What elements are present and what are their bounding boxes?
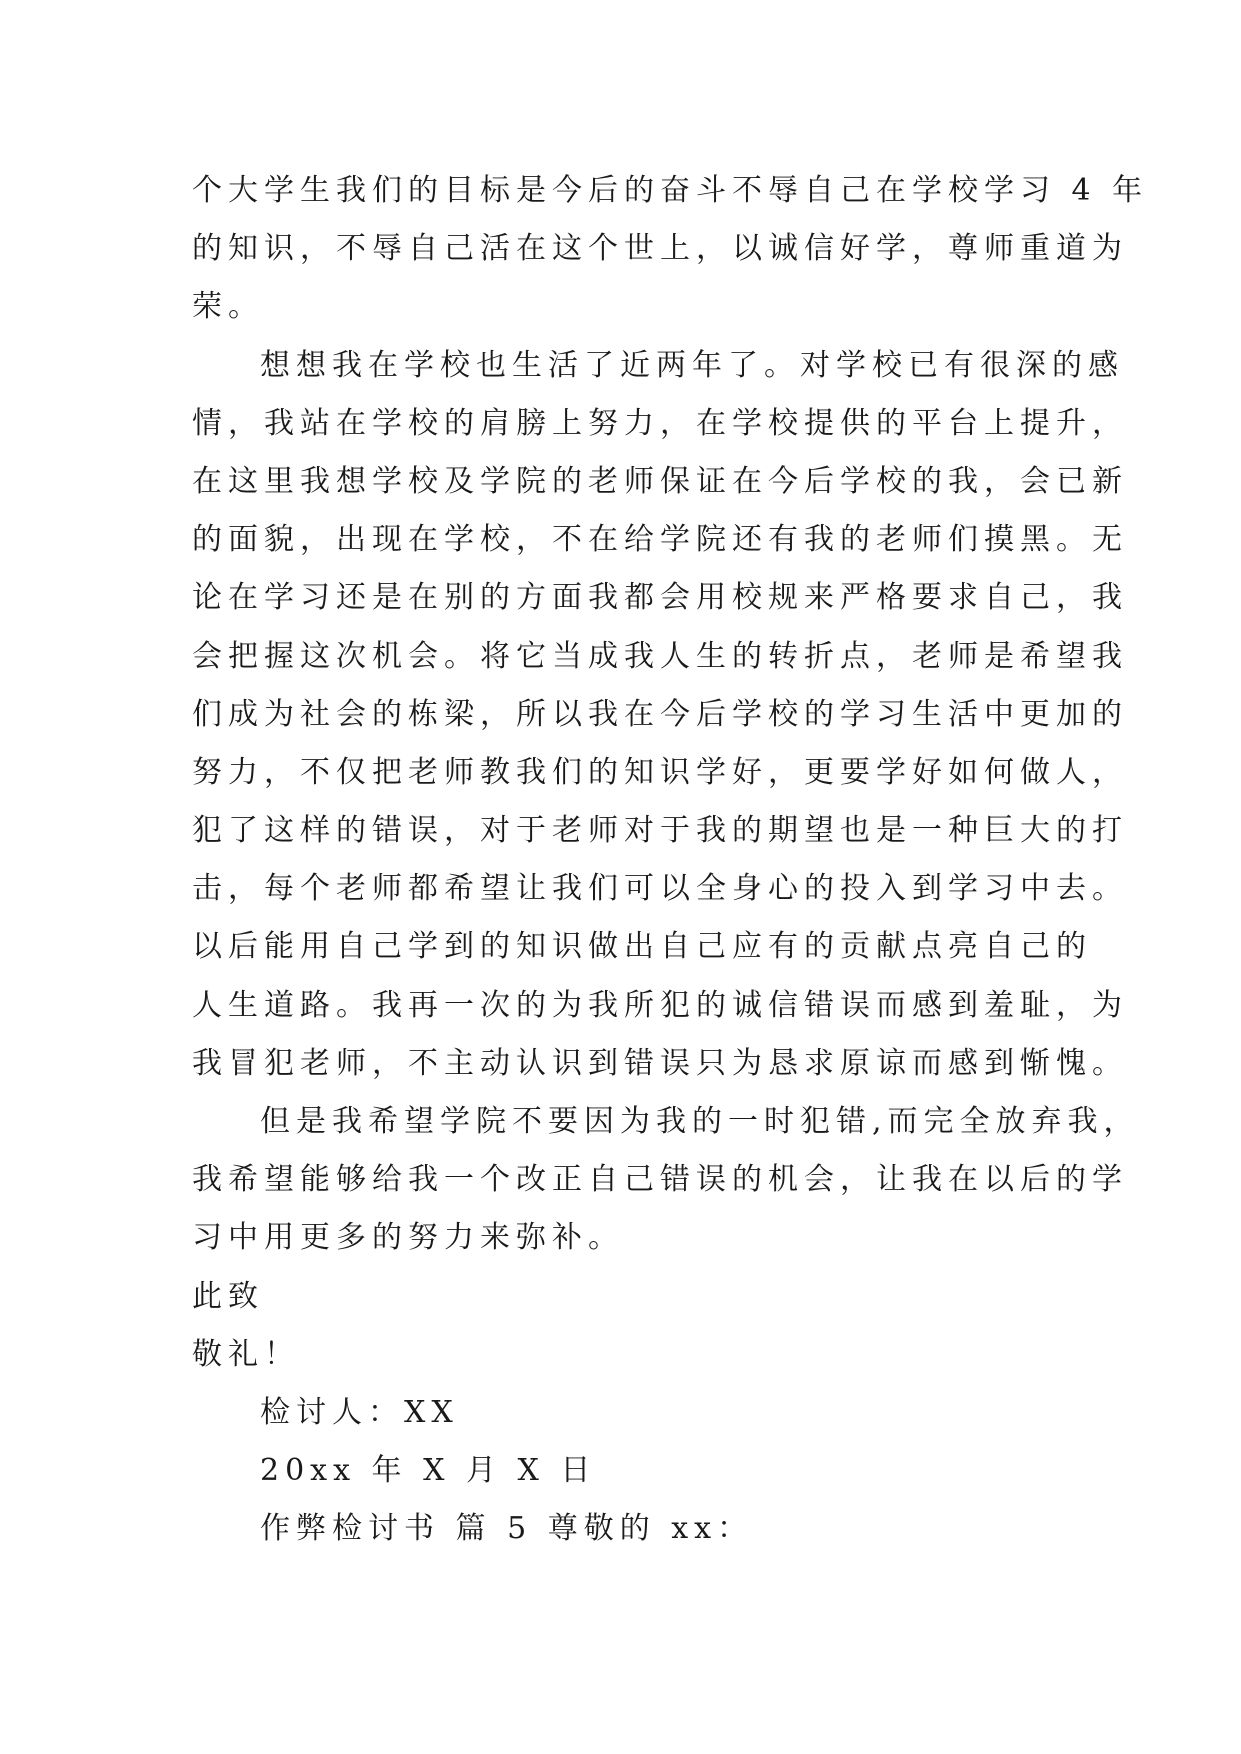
text-line: 情，我站在学校的肩膀上努力，在学校提供的平台上提升， [192,405,1128,441]
next-section-heading: 作弊检讨书 篇 5 尊敬的 xx： [260,1511,754,1547]
text-line: 的面貌，出现在学校，不在给学院还有我的老师们摸黑。无 [192,522,1128,558]
text-line: 人生道路。我再一次的为我所犯的诚信错误而感到羞耻，为 [192,987,1128,1023]
text-line: 们成为社会的栋梁，所以我在今后学校的学习生活中更加的 [192,696,1128,732]
text-line: 击，每个老师都希望让我们可以全身心的投入到学习中去。 [192,871,1128,907]
text-line: 我希望能够给我一个改正自己错误的机会，让我在以后的学 [192,1162,1128,1198]
text-line: 但是我希望学院不要因为我的一时犯错,而完全放弃我， [260,1104,1140,1139]
paragraph-3 [192,1093,1140,1268]
text-line: 在这里我想学校及学院的老师保证在今后学校的我，会已新 [192,463,1128,499]
text-line: 会把握这次机会。将它当成我人生的转折点，老师是希望我 [192,638,1128,674]
text-line: 习中用更多的努力来弥补。 [192,1220,624,1256]
text-line: 想想我在学校也生活了近两年了。对学校已有很深的感 [260,347,1124,383]
text-line: 努力，不仅把老师教我们的知识学好，更要学好如何做人， [192,754,1128,790]
salutation-line-2: 敬礼！ [192,1336,300,1372]
paragraph-2 [192,337,1128,1093]
letter-closing [192,1268,1062,1559]
text-line: 的知识，不辱自己活在这个世上，以诚信好学，尊师重道为 [192,231,1128,267]
paragraph-1 [192,162,1149,337]
text-line: 以后能用自己学到的知识做出自己应有的贡献点亮自己的 [192,929,1092,965]
date-line: 20xx 年 X 月 X 日 [260,1453,597,1489]
text-line: 荣。 [192,289,264,325]
text-line: 个大学生我们的目标是今后的奋斗不辱自己在学校学习 4 年 [192,173,1149,208]
signer-line: 检讨人：XX [260,1394,459,1430]
salutation-line-1: 此致 [192,1278,264,1314]
text-line: 我冒犯老师，不主动认识到错误只为恳求原谅而感到惭愧。 [192,1045,1128,1081]
text-line: 犯了这样的错误，对于老师对于我的期望也是一种巨大的打 [192,813,1128,849]
document-page [192,162,1149,1559]
text-line: 论在学习还是在别的方面我都会用校规来严格要求自己，我 [192,580,1128,616]
